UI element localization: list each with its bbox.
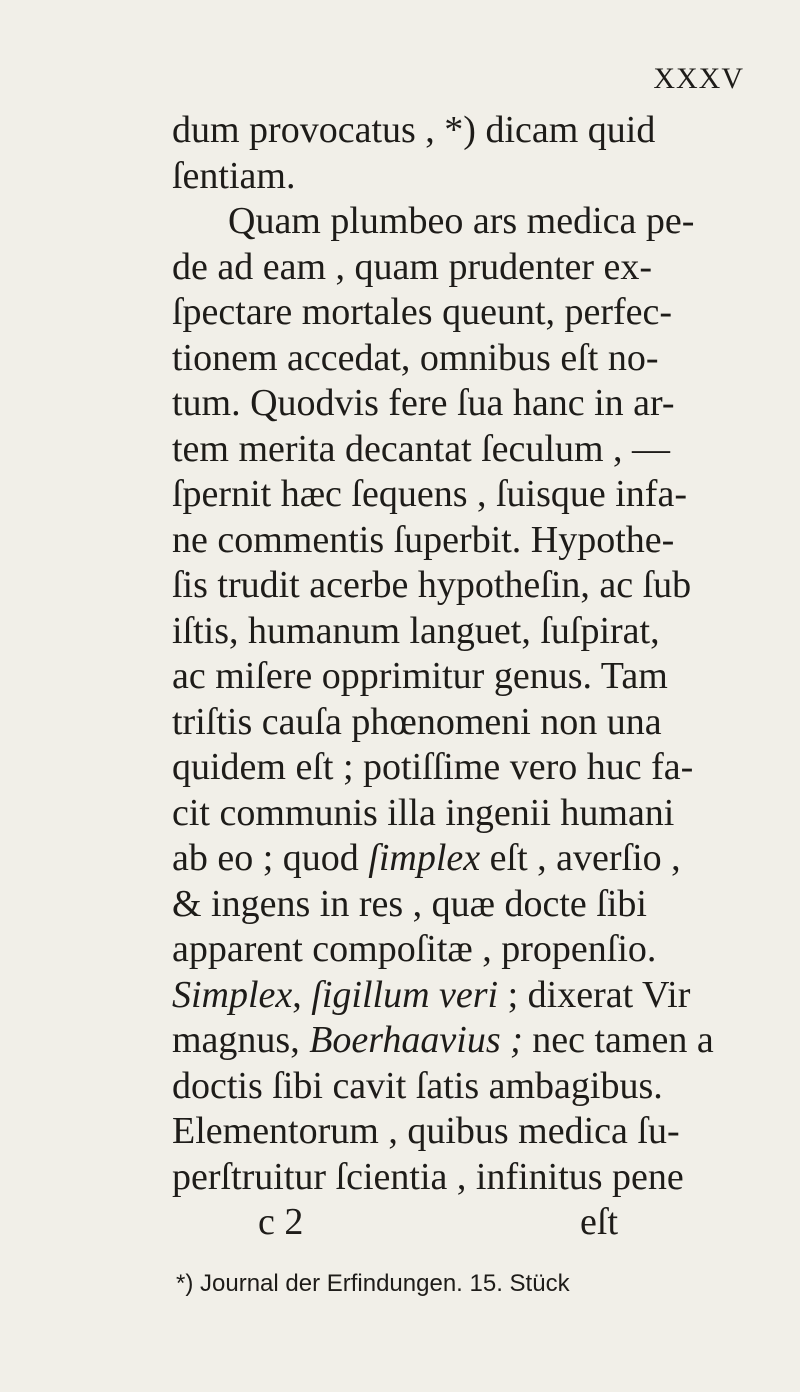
text-line: perſtruitur ſcientia , infinitus pene xyxy=(172,1155,684,1198)
text-line: tem merita decantat ſeculum , — xyxy=(172,427,671,470)
italic-term: ſigillum veri xyxy=(311,973,499,1016)
catchword: eſt xyxy=(580,1201,618,1243)
text-line: Elementorum , quibus medica ſu- xyxy=(172,1110,680,1152)
text-line xyxy=(172,973,691,1019)
text-line: ſpernit hæc ſequens , ſuisque infa- xyxy=(172,473,687,515)
text-line: ſpectare mortales queunt, perfec- xyxy=(172,291,673,333)
text-line: ſis trudit acerbe hypotheſin, ac ſub xyxy=(172,564,692,606)
footnote: *) Journal der Erfindungen. 15. Stück xyxy=(176,1270,570,1297)
text-line: triſtis cauſa phœnomeni non una xyxy=(172,700,662,743)
text-line: tum. Quodvis fere ſua hanc in ar- xyxy=(172,382,675,424)
text-segment: nec tamen a xyxy=(532,1019,714,1061)
text-segment: ab eo ; quod xyxy=(172,837,359,879)
text-line: iſtis, humanum languet, ſuſpirat, xyxy=(172,609,660,652)
text-line: cit communis illa ingenii humani xyxy=(172,791,675,834)
italic-term: Boerhaavius ; xyxy=(309,1019,523,1061)
text-line: tionem accedat, omnibus eſt no- xyxy=(172,336,659,379)
text-line: ſentiam. xyxy=(172,154,296,197)
text-segment: , xyxy=(292,973,302,1016)
text-line: quidem eſt ; potiſſime vero huc fa- xyxy=(172,746,694,788)
page-number: XXXV xyxy=(653,62,744,95)
text-line: apparent compoſitæ , propenſio. xyxy=(172,928,657,970)
text-segment: ; dixerat Vir xyxy=(507,973,691,1016)
text-line: Quam plumbeo ars medica pe- xyxy=(228,200,695,242)
text-segment: eſt , averſio , xyxy=(489,837,681,879)
text-line xyxy=(172,1018,714,1064)
signature-mark: c 2 xyxy=(258,1201,304,1243)
italic-term: ſimplex xyxy=(368,837,481,879)
text-line: ac miſere opprimitur genus. Tam xyxy=(172,655,668,697)
text-line: de ad eam , quam prudenter ex- xyxy=(172,245,653,288)
signature-line xyxy=(172,1200,632,1246)
text-line: doctis ſibi cavit ſatis ambagibus. xyxy=(172,1064,663,1107)
text-line: dum provocatus , *) dicam quid xyxy=(172,109,656,151)
main-text-block xyxy=(172,108,714,1246)
text-segment: magnus, xyxy=(172,1019,300,1061)
text-line: ne commentis ſuperbit. Hypothe- xyxy=(172,518,675,561)
italic-term: Simplex xyxy=(172,973,293,1016)
text-line xyxy=(172,836,681,882)
text-line: & ingens in res , quæ docte ſibi xyxy=(172,882,647,925)
